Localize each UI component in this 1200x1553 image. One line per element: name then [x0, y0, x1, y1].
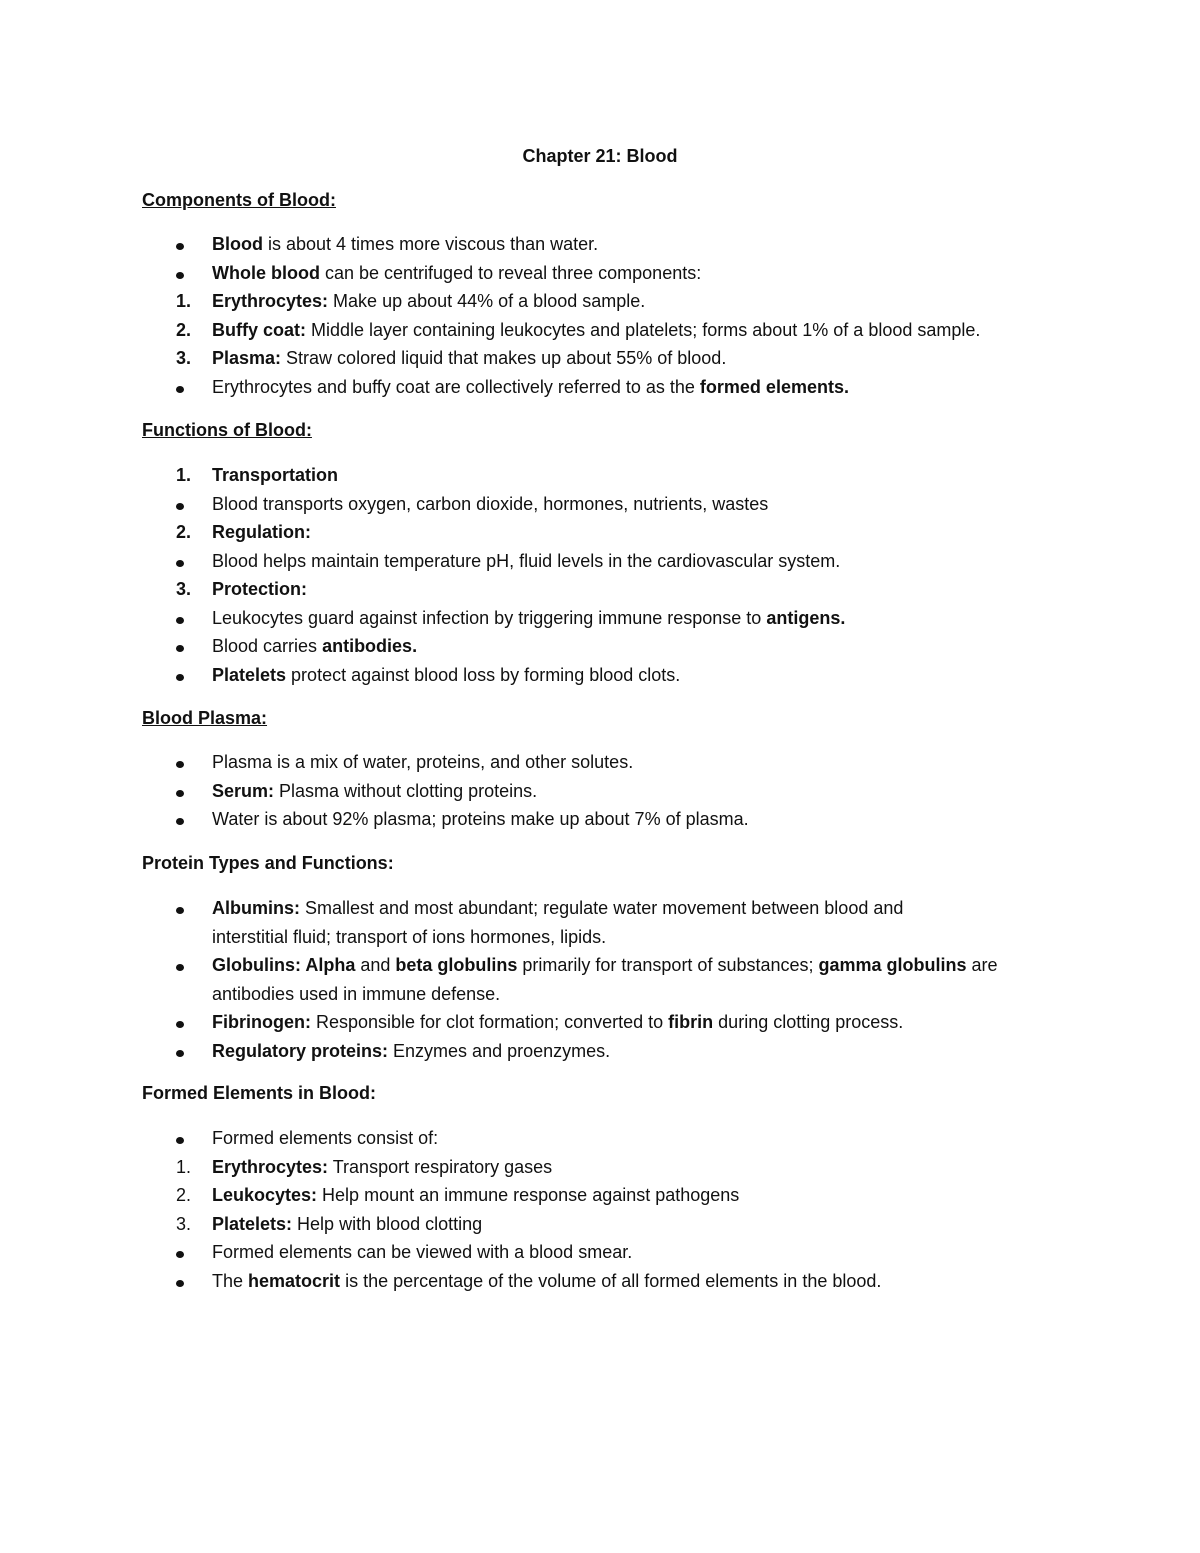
bold-term: Whole blood — [212, 262, 320, 283]
list-item-text — [212, 375, 849, 399]
text-run: Formed elements can be viewed with a blood smear. — [212, 1242, 633, 1262]
list-item-text — [212, 896, 903, 920]
bullet-icon — [172, 1010, 208, 1034]
text-run: Erythrocytes and buffy coat are collectively referred to as the — [212, 376, 700, 397]
list-item-text — [212, 318, 980, 342]
bold-term: beta globulins — [395, 955, 518, 975]
list-item-text — [212, 1183, 739, 1207]
list-number: 2. — [176, 1185, 192, 1205]
bold-term: Fibrinogen: — [212, 1012, 311, 1032]
list-item-text — [212, 634, 417, 658]
text-run: Enzymes and proenzymes. — [388, 1040, 611, 1061]
bold-term: Leukocytes: — [212, 1185, 318, 1205]
bullet-icon — [172, 1240, 208, 1264]
bold-term: Erythrocytes: — [212, 1156, 329, 1177]
list-item-text — [212, 577, 307, 601]
bullet-icon — [172, 492, 208, 516]
list-item-text — [212, 779, 537, 803]
bullet-icon — [172, 634, 208, 658]
text-run: is about 4 times more viscous than water. — [263, 234, 599, 254]
list-item-text — [212, 1126, 438, 1150]
bold-term: Platelets — [212, 664, 287, 685]
text-run: are — [966, 955, 998, 975]
bullet-icon — [172, 549, 208, 573]
list-number: 3. — [176, 348, 192, 368]
bold-term: Serum: — [212, 780, 275, 801]
page-title: Chapter 21: Blood — [522, 146, 678, 166]
list-item-text — [212, 232, 598, 256]
bold-term: formed elements. — [699, 376, 849, 397]
bullet-icon — [172, 232, 208, 256]
text-run: antibodies used in immune defense. — [212, 983, 501, 1004]
text-run: Straw colored liquid that makes up about 55% of blood. — [281, 348, 727, 368]
text-run: Plasma without clotting proteins. — [274, 780, 538, 801]
list-item-text — [212, 1155, 552, 1179]
bold-term: Protection: — [212, 579, 308, 599]
bold-term: Globulins: Alpha — [212, 955, 356, 975]
bullet-icon — [172, 375, 208, 399]
bullet-icon — [172, 261, 208, 285]
text-run: Smallest and most abundant; regulate water movement between blood and — [300, 898, 904, 918]
section-heading: Blood Plasma: — [142, 708, 268, 728]
list-item-text — [212, 520, 311, 544]
bold-term: Regulation: — [212, 522, 311, 542]
text-run: Formed elements consist of: — [212, 1128, 439, 1148]
list-number: 3. — [176, 1213, 192, 1234]
bold-term: Platelets: — [212, 1213, 293, 1234]
list-item-text — [212, 663, 680, 687]
list-number: 1. — [176, 1156, 192, 1177]
list-number: 1. — [176, 465, 192, 485]
text-run: primarily for transport of substances; — [517, 955, 819, 975]
bold-term: Albumins: — [212, 898, 300, 918]
bullet-icon — [172, 663, 208, 687]
list-number: 3. — [176, 579, 192, 599]
bold-term: antibodies. — [322, 636, 418, 656]
bullet-icon — [172, 1039, 208, 1063]
text-run: The — [212, 1270, 249, 1291]
text-run: interstitial fluid; transport of ions hormones, lipids. — [212, 926, 607, 947]
list-item-text — [212, 1010, 903, 1034]
bold-term: hematocrit — [248, 1270, 341, 1291]
text-run: Make up about 44% of a blood sample. — [328, 291, 646, 311]
section-heading: Components of Blood: — [142, 190, 336, 210]
list-item-text — [212, 549, 840, 573]
text-run: Blood transports oxygen, carbon dioxide, hormones, nutrients, wastes — [212, 493, 769, 514]
text-run: and — [355, 955, 396, 975]
list-number: 2. — [176, 522, 192, 542]
list-item-text — [212, 925, 606, 949]
list-item-text — [212, 1269, 881, 1293]
list-item-text — [212, 1240, 632, 1264]
text-run: Water is about 92% plasma; proteins make up about 7% of plasma. — [212, 809, 749, 829]
section-heading: Functions of Blood: — [142, 420, 312, 440]
list-item-text — [212, 289, 645, 313]
text-run: Help with blood clotting — [292, 1213, 483, 1234]
text-run: protect against blood loss by forming blood clots. — [286, 664, 681, 685]
bold-term: Regulatory proteins: — [212, 1040, 389, 1061]
bold-term: Buffy coat: — [212, 319, 306, 340]
text-run: can be centrifuged to reveal three components: — [319, 262, 702, 283]
list-number: 1. — [176, 291, 192, 311]
text-run: Blood helps maintain temperature pH, fluid levels in the cardiovascular system. — [212, 550, 841, 571]
bullet-icon — [172, 779, 208, 803]
bullet-icon — [172, 1269, 208, 1293]
list-number: 2. — [176, 319, 192, 340]
text-run: is the percentage of the volume of all formed elements in the blood. — [340, 1270, 882, 1291]
bullet-icon — [172, 606, 208, 630]
bullet-icon — [172, 953, 208, 977]
text-run: Transport respiratory gases — [328, 1156, 553, 1177]
text-run: Plasma is a mix of water, proteins, and other solutes. — [212, 752, 634, 772]
bullet-icon — [172, 750, 208, 774]
section-heading: Protein Types and Functions: — [142, 853, 394, 873]
bold-term: Erythrocytes: — [212, 291, 329, 311]
list-item-text — [212, 261, 701, 285]
list-item-text — [212, 982, 500, 1006]
bullet-icon — [172, 1126, 208, 1150]
text-run: Middle layer containing leukocytes and platelets; forms about 1% of a blood sample. — [306, 319, 981, 340]
bold-term: fibrin — [668, 1012, 714, 1032]
bold-term: gamma globulins — [818, 955, 967, 975]
bold-term: Blood — [212, 234, 263, 254]
text-run: Leukocytes guard against infection by triggering immune response to — [212, 607, 767, 628]
section-heading: Formed Elements in Blood: — [142, 1083, 377, 1103]
bold-term: antigens. — [766, 607, 846, 628]
bullet-icon — [172, 896, 208, 920]
list-item-text — [212, 750, 633, 774]
bold-term: Plasma: — [212, 348, 282, 368]
bullet-icon — [172, 807, 208, 831]
text-run: Help mount an immune response against pathogens — [317, 1185, 740, 1205]
list-item-text — [212, 1212, 482, 1236]
text-run: Responsible for clot formation; converted to — [310, 1012, 669, 1032]
text-run: during clotting process. — [713, 1012, 904, 1032]
list-item-text — [212, 1039, 610, 1063]
list-item-text — [212, 492, 768, 516]
list-item-text — [212, 346, 726, 370]
text-run: Blood carries — [212, 636, 323, 656]
bold-term: Transportation — [212, 465, 339, 485]
list-item-text — [212, 953, 998, 977]
list-item-text — [212, 606, 845, 630]
list-item-text — [212, 807, 749, 831]
list-item-text — [212, 463, 338, 487]
